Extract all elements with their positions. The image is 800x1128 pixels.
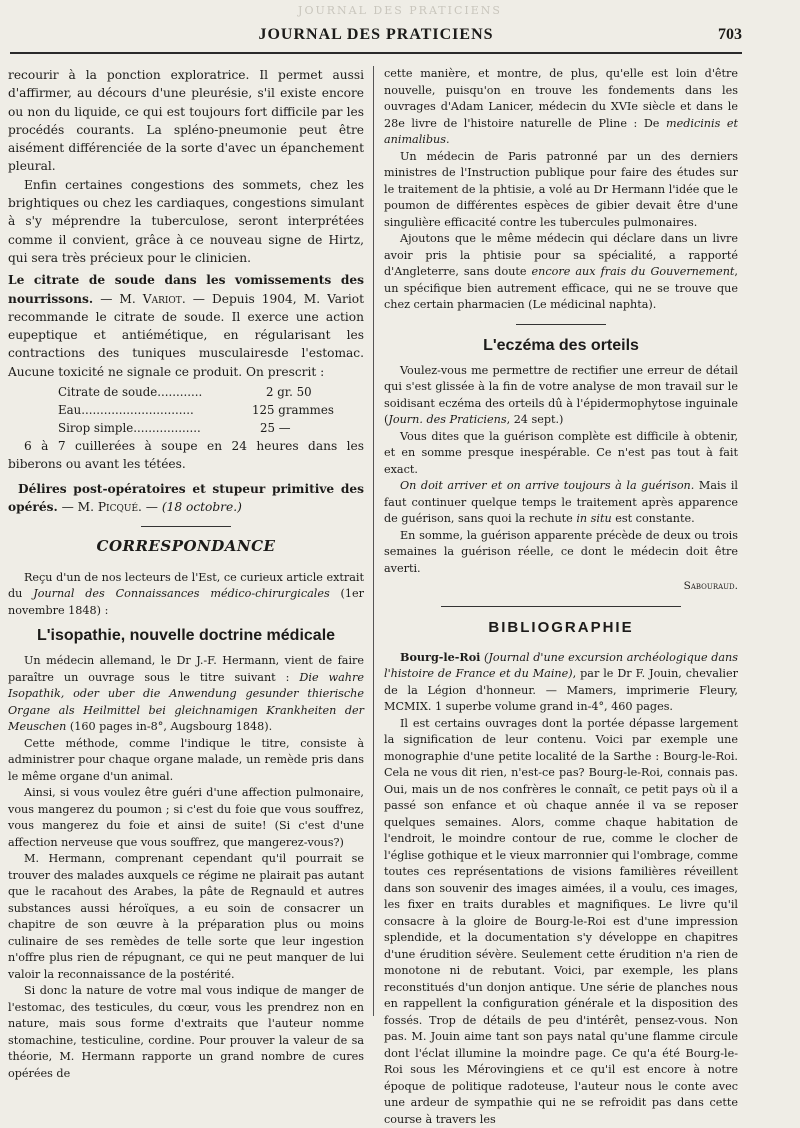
paragraph — [384, 66, 738, 149]
journal-ref: Journ. des Praticiens — [388, 413, 507, 427]
paragraph: Enfin certaines congestions des sommets, chez les brightiques ou chez les cardiaques, congestions simulant à s'y méprendre la tuberculose, seront interprétées comme il convient, grâce à ce nouveau signe de Hirtz, qui sera très précieux pour le clinicien. — [8, 177, 364, 265]
paragraph — [384, 363, 738, 429]
section-rule — [141, 526, 231, 527]
rx-qty: 2 gr. 50 — [266, 385, 312, 400]
running-header — [10, 24, 742, 54]
italic-phrase: encore aux frais du Gouvernement — [531, 265, 735, 278]
paragraph: recourir à la ponction exploratrice. Il permet aussi d'affirmer, au décours d'une pleurésie, s'il existe encore ou non du liquide, ce qui est toujours fort difficile par les procédés courants. La spléno-pneumonie peut être aisément différenciée de la sorte d'avec un épanchement pleural. — [8, 68, 364, 174]
paragraph: Vous dites que la guérison complète est difficile à obtenir, et en somme presque inespérable. Ce n'est pas tout à fait exact. — [384, 429, 738, 476]
intro-date: (1er novembre 1848) : — [8, 587, 364, 617]
paragraph: En somme, la guérison apparente précède de deux ou trois semaines la guérison réelle, ce dont le médecin doit être averti. — [384, 528, 738, 575]
bleed-through-header: JOURNAL DES PRATICIENS — [298, 4, 502, 17]
signature: Sabouraud. — [683, 580, 738, 593]
intro-text: Reçu d'un de nos lecteurs de l'Est, ce curieux article extrait du — [8, 570, 364, 601]
delires-heading: Délires post-opératoires et stupeur primitive des opérés. — [8, 481, 364, 514]
paragraph: Ainsi, si vous voulez être guéri d'une affection pulmonaire, vous mangerez du poumon ; si c'est du foie que vous souffrez, vous mangerez du foie et ainsi de suite! (Si c'est d'une affection nerveuse que vous souffrez, que mangerez-vous?) — [8, 786, 364, 849]
correspondance-intro — [8, 570, 364, 620]
left-column — [8, 66, 365, 1080]
column-divider — [373, 66, 374, 1016]
text: (160 pages in-8°, Augsbourg 1848). — [66, 720, 273, 734]
citrate-note — [8, 271, 364, 381]
latin-phrase: in situ — [576, 512, 612, 526]
journal-name: Journal des Connaissances médico-chirurgicales — [33, 587, 330, 601]
text: , un spécifique bien autrement efficace, qui ne se trouve que chez certain pharmacien (Le médicinal naphta). — [384, 265, 738, 311]
section-rule — [516, 324, 606, 325]
paragraph — [384, 231, 738, 314]
book-entry — [384, 649, 738, 716]
paragraph: Si donc la nature de votre mal vous indique de manger de l'estomac, des testicules, du cœur, vous les prendrez non en nature, mais sous forme d'extraits que l'auteur nomme stomachine, testiculine, cordine. Pour prouver la valeur de sa théorie, M. Hermann rapporte un grand nombre de cures opérées de — [8, 984, 364, 1080]
text: est constante. — [611, 512, 695, 526]
right-column — [384, 66, 738, 1126]
bibliographie-title: BIBLIOGRAPHIE — [488, 618, 634, 636]
text: Un médecin allemand, le Dr J.-F. Hermann, vient de faire paraître un ouvrage sous le titre suivant : — [8, 654, 364, 684]
book-details: , par le Dr F. Jouin, chevalier de la Légion d'honneur. — Mamers, imprimerie Fleury, MCMIX. 1 superbe volume grand in-4°, 460 pages. — [384, 667, 738, 714]
paragraph: Un médecin de Paris patronné par un des derniers ministres de l'Instruction publique pour faire des études sur le traitement de la phtisie, a volé au Dr Hermann l'idée que le poumon de différentes espèces de gibier devait être d'une singulière efficacité contre les tubercules pulmonaires. — [384, 149, 738, 229]
book-heading: Bourg-le-Roi — [400, 649, 481, 664]
paragraph: M. Hermann, comprenant cependant qu'il pourrait se trouver des malades auxquels ce régime ne plairait pas autant que le racahout des Arabes, la pâte de Regnauld et autres substances aussi héroïques, a eu soin de consacrer un chapitre de son œuvre à la préparation plus ou moins culinaire de ses remèdes de telle sorte que leur ingestion n'offre plus rien de répugnant, ce qui ne peut manquer de lui valoir la reconnaissance de la postérité. — [8, 852, 364, 981]
correspondance-title: CORRESPONDANCE — [96, 537, 276, 556]
text: cette manière, et montre, de plus, qu'elle est loin d'être nouvelle, puisqu'on en trouve les fondements dans les ouvrages d'Adam Lanicer, médecin du XVIe siècle et dans le 28e livre de l'histoire naturelle de Pline : De — [384, 67, 738, 130]
delires-note — [8, 480, 364, 517]
prescription — [8, 383, 364, 437]
rx-item: Citrate de soude............ — [58, 385, 203, 400]
paragraph: 6 à 7 cuillerées à soupe en 24 heures dans les biberons ou avant les tétées. — [8, 439, 364, 472]
text: , 24 sept.) — [506, 413, 564, 427]
paragraph — [8, 653, 364, 736]
delires-author: — M. Picqué. — — [61, 499, 158, 514]
page-number: 703 — [718, 26, 742, 43]
section-rule — [441, 606, 681, 607]
book-subtitle: (Journal d'une excursion archéologique dans l'histoire de France et du Maine) — [384, 650, 738, 681]
delires-date: (18 octobre.) — [161, 499, 242, 514]
italic-phrase: On doit arriver et on arrive toujours à la guérison. — [400, 479, 695, 493]
rx-item: Sirop simple.................. — [58, 421, 201, 436]
citrate-heading: Le citrate de soude dans les vomissements des nourrissons. — [8, 273, 364, 306]
journal-title: JOURNAL DES PRATICIENS — [258, 26, 494, 43]
paragraph — [384, 478, 738, 528]
text: Voulez-vous me permettre de rectifier une erreur de détail qui s'est glissée à la fin de votre analyse de mon travail sur le soidisant eczéma des orteils dû à l'épidermophytose inguinale ( — [384, 363, 738, 427]
paragraph: Il est certains ouvrages dont la portée dépasse largement la signification de leur contenu. Voici par exemple une monographie d'une petite localité de la Sarthe : Bourg-le-Roi. Cela ne vous dit rien, n'est-ce pas? Bourg-le-Roi, connais pas. Oui, mais un de nos confrères le connaît, ce petit pays où il a passé son enfance et où chaque année il va se reposer quelques semaines. Alors, comme chaque habitation de l'endroit, le moindre contour de rue, comme le clocher de l'église gothique et le vieux marronnier qui l'ombrage, comme toutes ces représentations de visions familières réveillent dans son souvenir des images aimées, il a voulu, ces images, les fixer en traits durables et magnifiques. Le livre qu'il consacre à la gloire de Bourg-le-Roi est d'une impression splendide, et la documentation s'y développe en chapitres d'une érudition sévère. Seulement cette érudition n'a rien de monotone ni de rebutant. Voici, par exemple, les plans reconstitués d'un donjon antique. Une série de planches nous en rappellent la configuration générale et la disposition des fossés. Trop de détails de peu d'intérêt, pensez-vous. Non pas. M. Jouin aime tant son pays natal qu'une flamme circule dont l'éclat illumine la moindre page. Ce qu'a été Bourg-le-Roi sous les Mérovingiens et ce qu'il est encore à notre époque de politique radoteuse, l'auteur nous le conte avec une ardeur de sympathie qui ne se refroidit pas dans cette course à travers les — [384, 716, 738, 1126]
eczema-title: L'eczéma des orteils — [483, 336, 639, 354]
text: Ajoutons que le même médecin qui déclare dans un livre avoir pris la phtisie pour sa spécialité, a rapporté d'Angleterre, sans doute — [384, 232, 738, 278]
text: Mais il faut continuer quelque temps le traitement après apparence de guérison, sans quoi la rechute — [384, 479, 738, 526]
citrate-text: Depuis 1904, M. Variot recommande le citrate de soude. Il exerce une action eupeptique et antiémétique, en régularisant les contractions des tuniques musculairesde l'estomac. Aucune toxicité ne signale ce produit. On prescrit : — [8, 291, 365, 379]
rx-qty: 125 grammes — [252, 403, 334, 418]
citrate-author: — M. Variot. — — [100, 291, 205, 306]
book-title: Die wahre Isopathik, oder uber die Anwendung gesunder thierische Organe als Heilmittel bei gleichnamigen Krankheiten der Meuschen — [8, 670, 364, 734]
rx-item: Eau.............................. — [58, 403, 194, 418]
latin-title: medicinis et animalibus. — [384, 116, 738, 146]
isopathie-title: L'isopathie, nouvelle doctrine médicale — [36, 627, 336, 645]
paragraph: Cette méthode, comme l'indique le titre, consiste à administrer pour chaque organe malade, un remède pris dans le même organe d'un animal. — [8, 736, 364, 783]
rx-qty: 25 — — [260, 421, 291, 436]
